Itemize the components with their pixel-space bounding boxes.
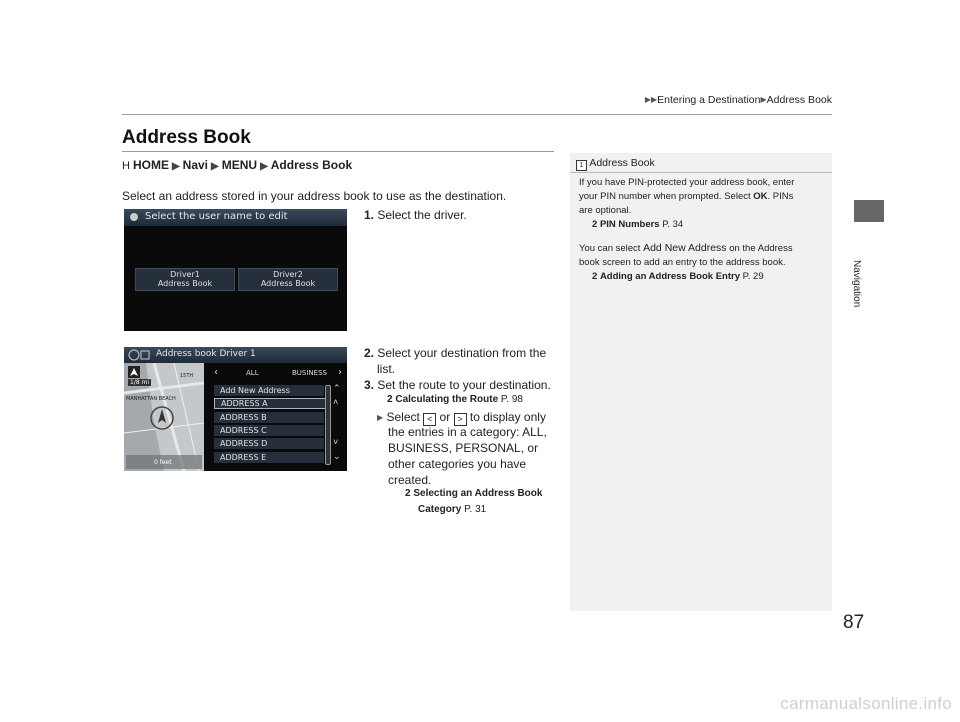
note-line: [579, 241, 824, 256]
breadcrumb-page: Address Book: [766, 94, 832, 106]
ref-page: P. 98: [500, 394, 523, 405]
driver1-name: Driver1: [170, 270, 200, 279]
back-icon: [130, 213, 138, 221]
note-para-1: [579, 176, 824, 232]
category-business: BUSINESS: [388, 441, 449, 455]
chevron-right-icon: >: [454, 413, 467, 426]
intro-text: Select an address stored in your address book to use as the destination.: [122, 189, 507, 203]
sub-arrow-icon: ▶: [377, 413, 384, 422]
sub-or: or: [439, 410, 451, 424]
ref-title: PIN Numbers: [599, 219, 660, 230]
ref-title: Adding an Address Book Entry: [599, 271, 740, 282]
note-text: on the Address: [729, 243, 793, 254]
menu-path: [122, 158, 352, 172]
driver2-name: Driver2: [273, 270, 303, 279]
home-icon: H: [122, 160, 130, 172]
driver-select-screen: [124, 209, 347, 331]
path-arrow-icon: ▶: [260, 161, 268, 172]
category-tabs: [214, 367, 342, 379]
driver1-button[interactable]: [135, 268, 235, 291]
tab-all[interactable]: ALL: [246, 369, 259, 377]
sub-step-line5: created.: [388, 473, 432, 487]
step-text: Select the driver.: [377, 208, 467, 222]
list-scrollbar[interactable]: [325, 385, 331, 465]
path-address-book: Address Book: [270, 158, 353, 172]
sub-to: to display only: [469, 410, 546, 424]
breadcrumb: [645, 94, 832, 106]
page-title: Address Book: [122, 127, 251, 148]
sub-or2: , or: [520, 441, 539, 455]
category-personal: PERSONAL: [455, 441, 521, 455]
chapter-tab-marker: [854, 200, 884, 222]
map-scale: 1/8 mi: [130, 379, 150, 386]
ref-page: P. 29: [742, 271, 764, 282]
note-add-new: Add New Address: [643, 242, 727, 254]
list-item-address-c[interactable]: ADDRESS C: [214, 425, 324, 436]
page-up-icon[interactable]: ⌃: [333, 383, 341, 393]
ref-adding-entry[interactable]: [579, 270, 824, 284]
step-number: 1.: [364, 208, 375, 222]
step-number: 3.: [364, 378, 375, 392]
step-2: [364, 345, 546, 361]
watermark: carmanualsonline.info: [780, 694, 952, 713]
path-arrow-icon: ▶: [211, 161, 219, 172]
note-text: You can select: [579, 243, 641, 254]
screen-title: Address book Driver 1: [156, 349, 256, 359]
sub-text: the entries in a category:: [388, 425, 520, 439]
page-down-icon[interactable]: ⌄: [333, 451, 341, 461]
sub-step-line4: other categories you have: [388, 457, 527, 471]
header-rule: [122, 114, 832, 115]
ref-arrow-icon: 2: [405, 488, 411, 499]
map-view: [124, 363, 204, 471]
map-back-icon[interactable]: [128, 349, 150, 361]
map-street-label: 15TH: [180, 373, 194, 379]
address-book-screen: [124, 347, 347, 471]
step-text: Set the route to your destination.: [377, 378, 551, 392]
list-item-address-e[interactable]: ADDRESS E: [214, 452, 324, 463]
list-item-address-d[interactable]: ADDRESS D: [214, 438, 324, 449]
tab-business[interactable]: BUSINESS: [292, 369, 327, 377]
scroll-down-icon[interactable]: ˅: [333, 437, 339, 447]
driver2-button[interactable]: [238, 268, 338, 291]
step-1: [364, 207, 467, 223]
note-title: Address Book: [589, 157, 655, 169]
note-line: If you have PIN-protected your address book, enter: [579, 177, 795, 188]
scroll-up-icon[interactable]: ˄: [333, 397, 339, 407]
screen-title-bar: [124, 347, 347, 363]
driver2-sub: Address Book: [260, 279, 316, 288]
screen-title: Select the user name to edit: [145, 211, 288, 222]
note-line: book screen to add an entry to the address book.: [579, 257, 786, 268]
breadcrumb-arrow-icon: ▶: [760, 95, 767, 104]
ref-page: P. 31: [464, 504, 487, 515]
path-navi: Navi: [182, 158, 209, 172]
step-2-cont: list.: [377, 362, 395, 376]
title-rule: [122, 151, 554, 152]
ref-title: Category: [418, 504, 462, 515]
sub-step-line3: [388, 440, 538, 456]
note-rule: [570, 172, 832, 173]
breadcrumb-section: Entering a Destination: [657, 94, 761, 106]
note-line: are optional.: [579, 205, 632, 216]
chapter-label: Navigation: [851, 260, 862, 308]
ref-title: Calculating the Route: [395, 394, 499, 405]
note-heading: [576, 157, 655, 171]
ref-select-category[interactable]: [405, 488, 542, 499]
map-distance: 0 feet: [154, 459, 172, 466]
ref-page: P. 34: [662, 219, 684, 230]
step-3: [364, 377, 551, 393]
note-ok: OK: [753, 191, 768, 202]
note-text: your PIN number when prompted. Select: [579, 191, 751, 202]
ref-title: Selecting an Address Book: [413, 488, 543, 499]
ref-arrow-icon: 2: [387, 394, 393, 405]
chevron-left-icon[interactable]: ‹: [214, 367, 218, 378]
ref-arrow-icon: 2: [592, 219, 598, 230]
ref-arrow-icon: 2: [592, 271, 598, 282]
sub-comma: ,: [448, 441, 453, 455]
list-item-address-b[interactable]: ADDRESS B: [214, 412, 324, 423]
list-item-add-new[interactable]: Add New Address: [214, 385, 324, 396]
step-number: 2.: [364, 346, 375, 360]
map-place-label: MANHATTAN BEACH: [126, 396, 176, 402]
step-text: Select your destination from the: [377, 346, 547, 360]
breadcrumb-arrow-icon: ▶▶: [644, 95, 658, 104]
ref-calculating-route[interactable]: [387, 394, 523, 405]
path-home: HOME: [132, 158, 169, 172]
note-line: [579, 190, 824, 204]
path-arrow-icon: ▶: [171, 161, 180, 172]
ref-select-category-cont[interactable]: [418, 504, 486, 515]
driver1-sub: Address Book: [157, 279, 213, 288]
list-item-address-a[interactable]: ADDRESS A: [214, 398, 326, 409]
path-menu: MENU: [221, 158, 258, 172]
category-all: ALL,: [522, 425, 547, 439]
ref-pin-numbers[interactable]: [579, 218, 824, 232]
sub-step-line2: [388, 424, 547, 440]
note-para-2: [579, 241, 824, 284]
note-icon: 1: [576, 160, 587, 171]
page-number: 87: [843, 612, 865, 633]
note-text: . PINs: [767, 191, 794, 202]
screen-title-bar: [124, 209, 347, 226]
chevron-left-icon: <: [423, 413, 436, 426]
sub-select: Select: [386, 410, 420, 424]
chevron-right-icon[interactable]: ›: [338, 367, 342, 378]
